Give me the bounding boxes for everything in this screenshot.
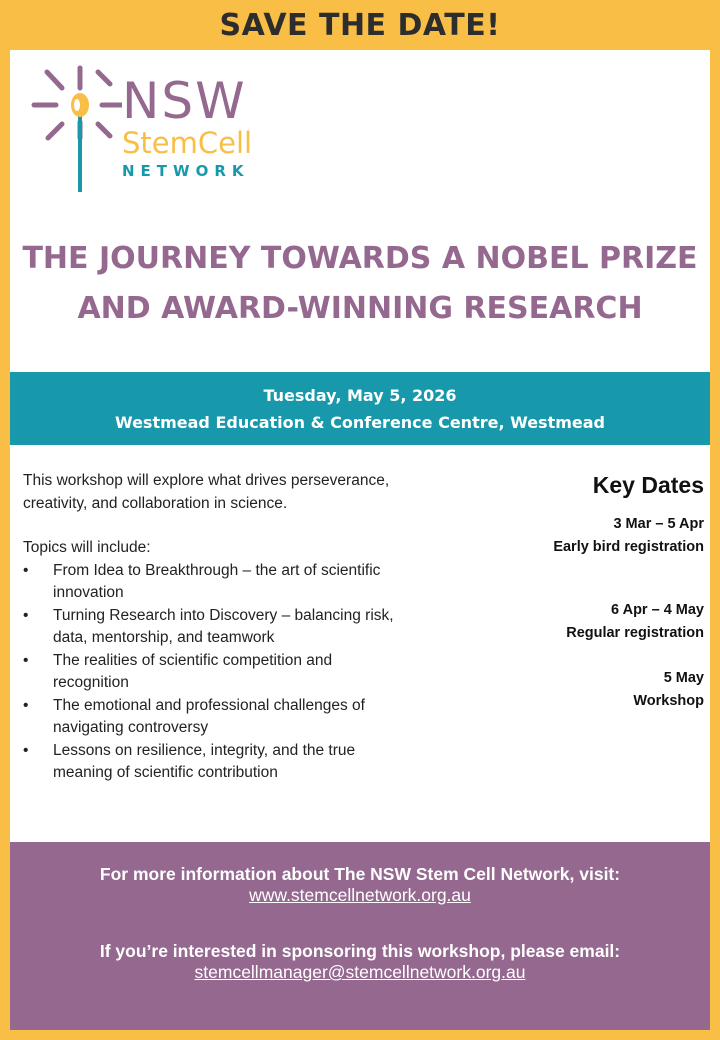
topic-item: • The emotional and professional challenges of navigating controversy [23, 695, 443, 740]
topics-label: Topics will include: [23, 539, 151, 556]
topic-item: • Lessons on resilience, integrity, and the true meaning of scientific contribution [23, 740, 443, 785]
event-date: Tuesday, May 5, 2026 [263, 386, 457, 405]
key-dates-panel [474, 470, 704, 713]
topic-item: • Turning Research into Discovery – balancing risk, data, mentorship, and teamwork [23, 605, 443, 650]
topic-item: • From Idea to Breakthrough – the art of scientific innovation [23, 560, 443, 605]
key-date-early-bird: 3 Mar – 5 Apr Early bird registration [553, 516, 704, 555]
info-label: For more information about The NSW Stem Cell Network, visit: [99, 864, 621, 884]
event-title-line-2: AND AWARD-WINNING RESEARCH [77, 291, 643, 326]
topic-item: • The realities of scientific competition and recognition [23, 650, 443, 695]
logo-stemcell-text: StemCell [122, 126, 253, 160]
event-details-band [10, 372, 710, 445]
nsw-stemcell-logo [22, 58, 292, 198]
website-link[interactable]: www.stemcellnetwork.org.au [249, 885, 471, 905]
sponsor-label: If you’re interested in sponsoring this workshop, please email: [99, 941, 621, 961]
save-the-date-banner [0, 0, 720, 50]
key-date-regular: 6 Apr – 4 May Regular registration [566, 602, 704, 641]
event-venue: Westmead Education & Conference Centre, Westmead [115, 413, 605, 432]
key-dates-title: Key Dates [592, 472, 704, 498]
contact-footer [10, 842, 710, 1030]
sponsor-email-link[interactable]: stemcellmanager@stemcellnetwork.org.au [194, 962, 526, 982]
intro-line-2: creativity, and collaboration in science. [23, 494, 288, 512]
workshop-description [23, 470, 443, 785]
event-title-line-1: THE JOURNEY TOWARDS A NOBEL PRIZE [22, 241, 698, 276]
intro-line-1: This workshop will explore what drives perseverance, [23, 472, 390, 489]
key-date-workshop: 5 May Workshop [633, 670, 704, 709]
logo-network-text: NETWORK [122, 162, 250, 180]
logo-nsw-text: NSW [122, 72, 247, 130]
starburst-logo-icon [22, 58, 122, 198]
topics-list [23, 560, 443, 785]
flyer-page [10, 50, 710, 1030]
event-title [10, 234, 710, 334]
banner-heading: SAVE THE DATE! [219, 7, 501, 43]
